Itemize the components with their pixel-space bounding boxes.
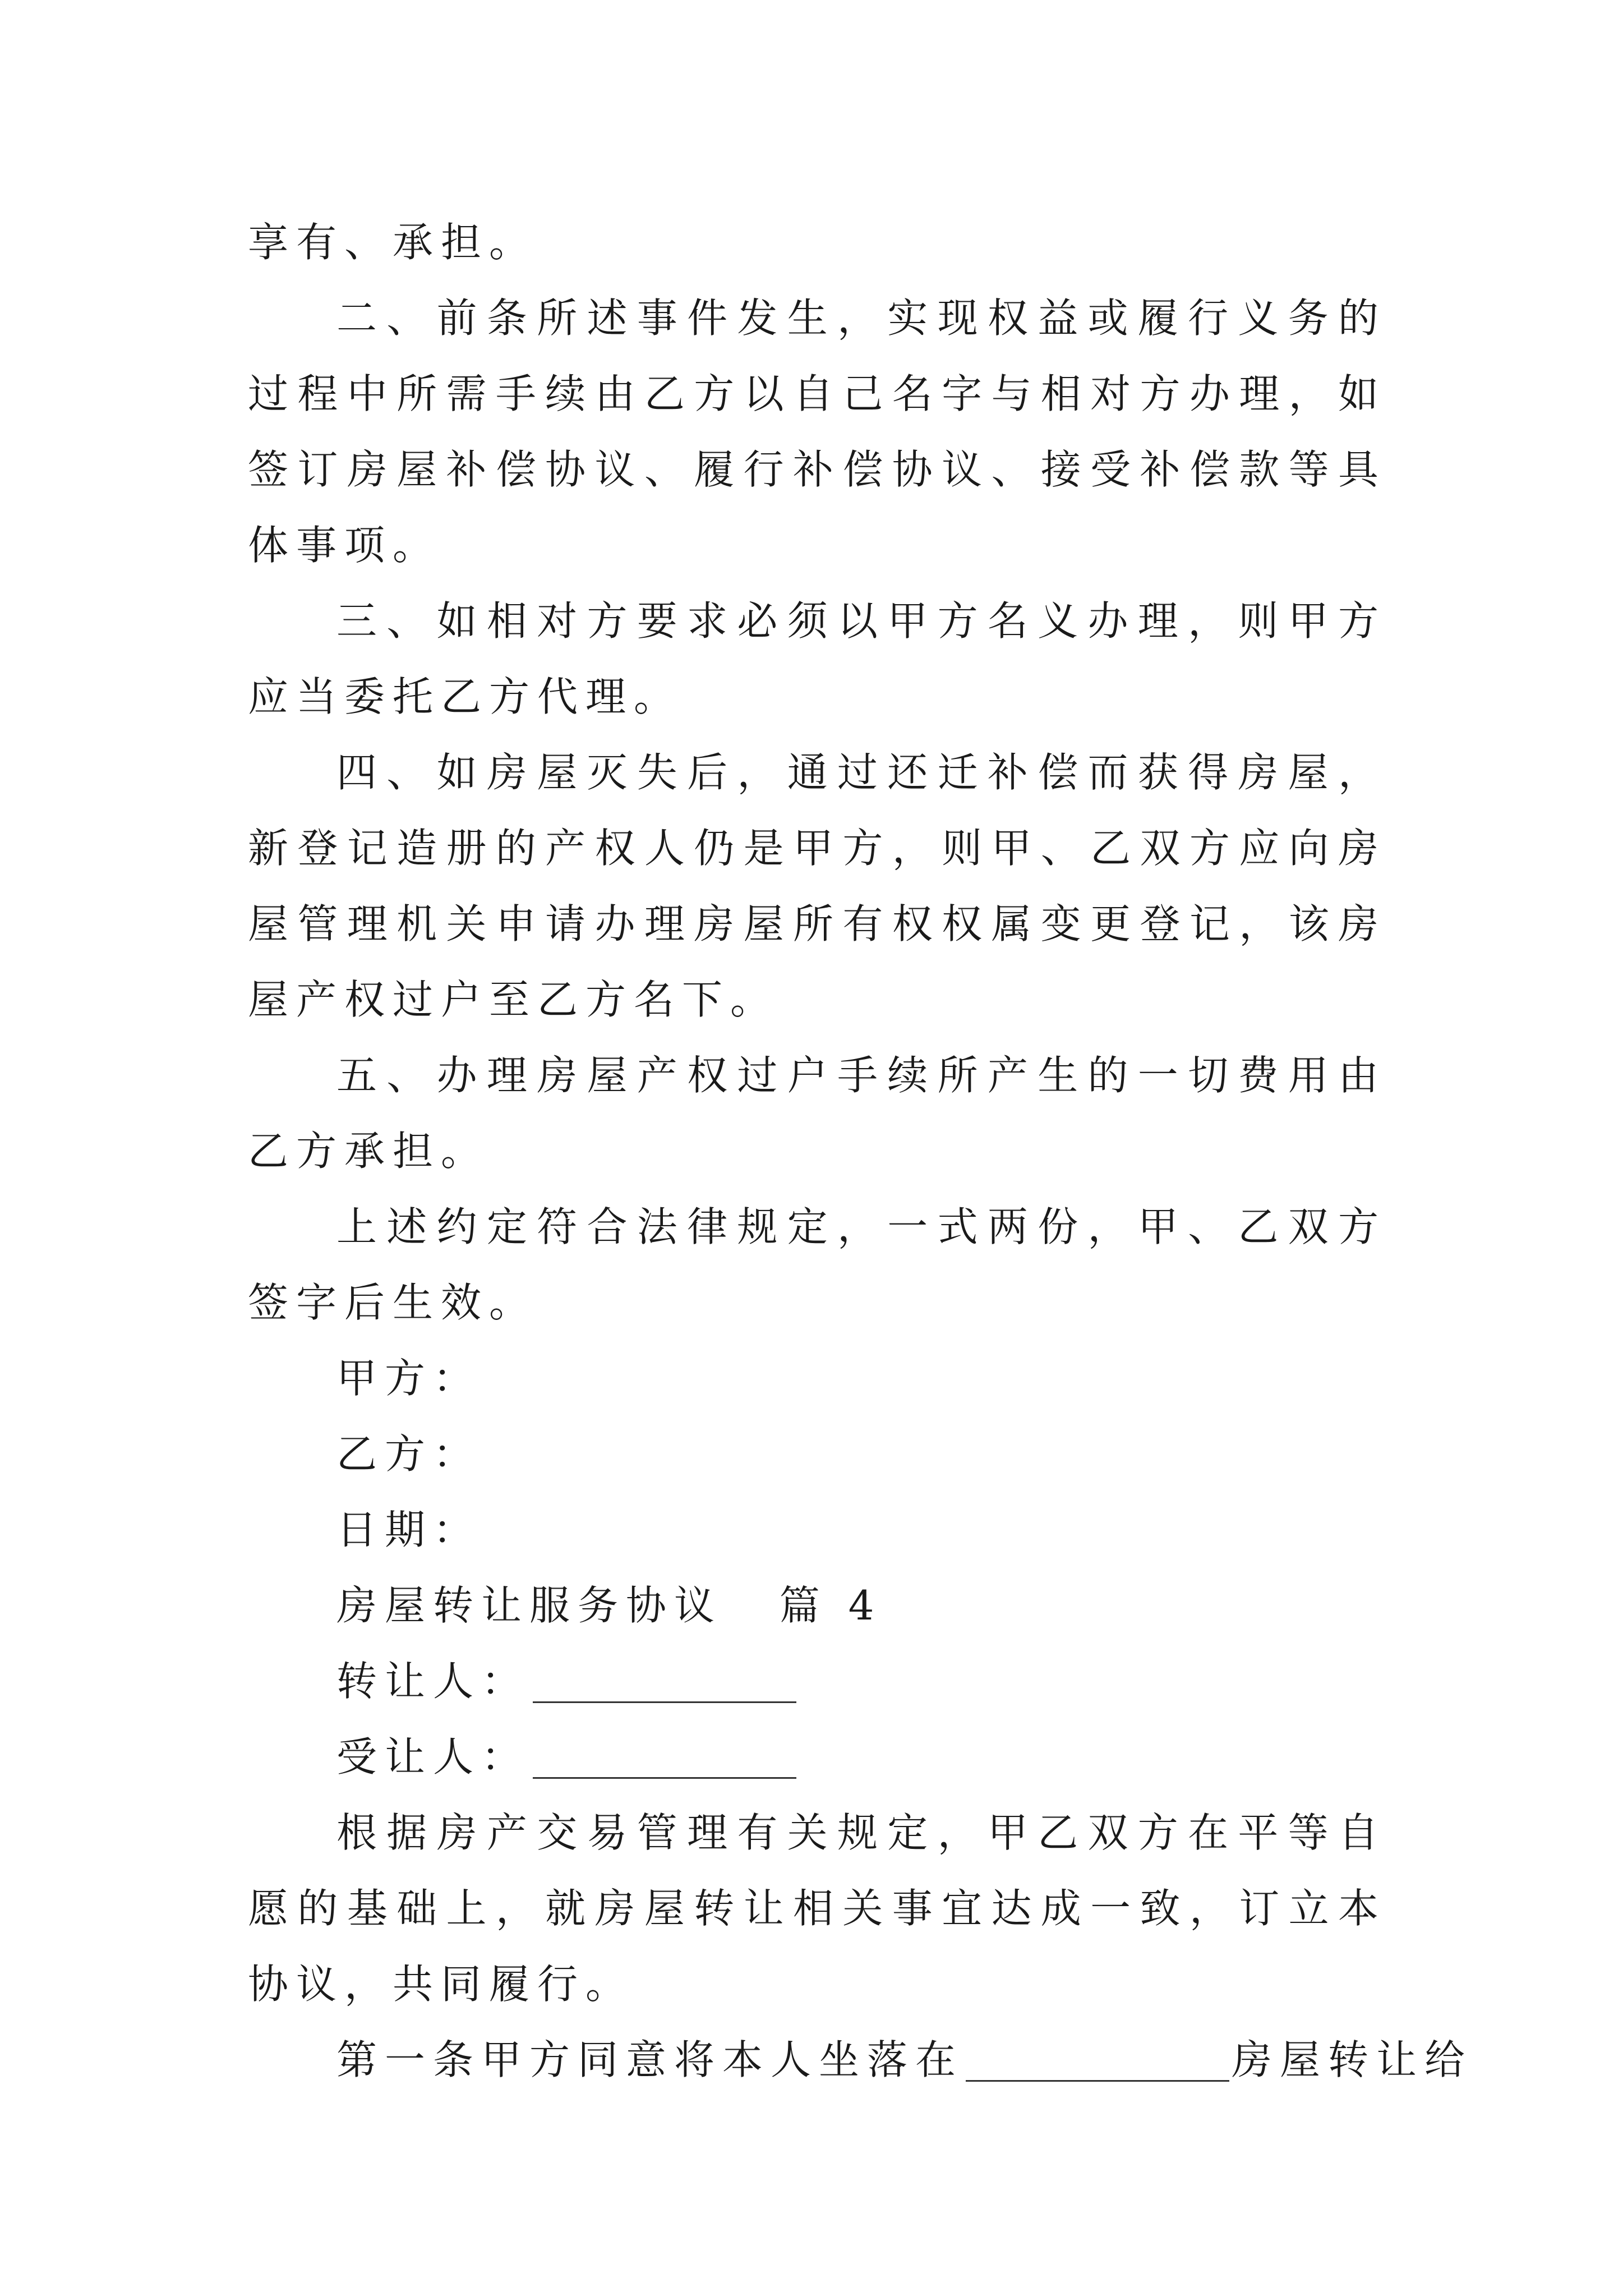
validity-statement: 上述约定符合法律规定，一式两份，甲、乙双方签字后生效。 (248, 1203, 1386, 1326)
document-body (248, 205, 1473, 2098)
section-heading (248, 1568, 1386, 1644)
article-1-text-end: 房屋转让给 (1232, 2036, 1473, 2083)
party-b-signature-line (248, 1416, 1386, 1492)
party-a-label: 甲方： (336, 1355, 482, 1402)
transferee-blank[interactable] (533, 1738, 796, 1779)
preamble-paragraph: 根据房产交易管理有关规定，甲乙双方在平等自愿的基础上，就房屋转让相关事宜达成一致，订立本协议，共同履行。 (248, 1809, 1386, 2008)
party-a-signature-line (248, 1341, 1386, 1416)
section-number: 篇 4 (779, 1582, 882, 1629)
clause-5: 五、办理房屋产权过户手续所产生的一切费用由乙方承担。 (248, 1052, 1386, 1175)
transferor-line (248, 1644, 1386, 1719)
property-location-blank[interactable] (966, 2041, 1229, 2082)
section-title: 房屋转让服务协议 (336, 1582, 723, 1629)
clause-3: 三、如相对方要求必须以甲方名义办理，则甲方应当委托乙方代理。 (248, 597, 1386, 720)
transferee-label: 受让人： (336, 1733, 530, 1780)
party-b-label: 乙方： (336, 1430, 482, 1478)
transferee-line (248, 1719, 1386, 1795)
clause-2: 二、前条所述事件发生，实现权益或履行义务的过程中所需手续由乙方以自己名字与相对方办理，如签订房屋补偿协议、履行补偿协议、接受补偿款等具体事项。 (248, 295, 1386, 569)
date-label: 日期： (336, 1506, 482, 1553)
clause-4: 四、如房屋灭失后，通过还迁补偿而获得房屋，新登记造册的产权人仍是甲方，则甲、乙双方应向房屋管理机关申请办理房屋所有权权属变更登记，该房屋产权过户至乙方名下。 (248, 749, 1386, 1023)
article-1-text-start: 第一条甲方同意将本人坐落在 (336, 2036, 964, 2083)
transferor-label: 转让人： (336, 1658, 530, 1705)
transferor-blank[interactable] (533, 1662, 796, 1703)
article-1-line (248, 2022, 1473, 2098)
paragraph-continued: 享有、承担。 (248, 219, 538, 266)
date-line (248, 1492, 1386, 1568)
